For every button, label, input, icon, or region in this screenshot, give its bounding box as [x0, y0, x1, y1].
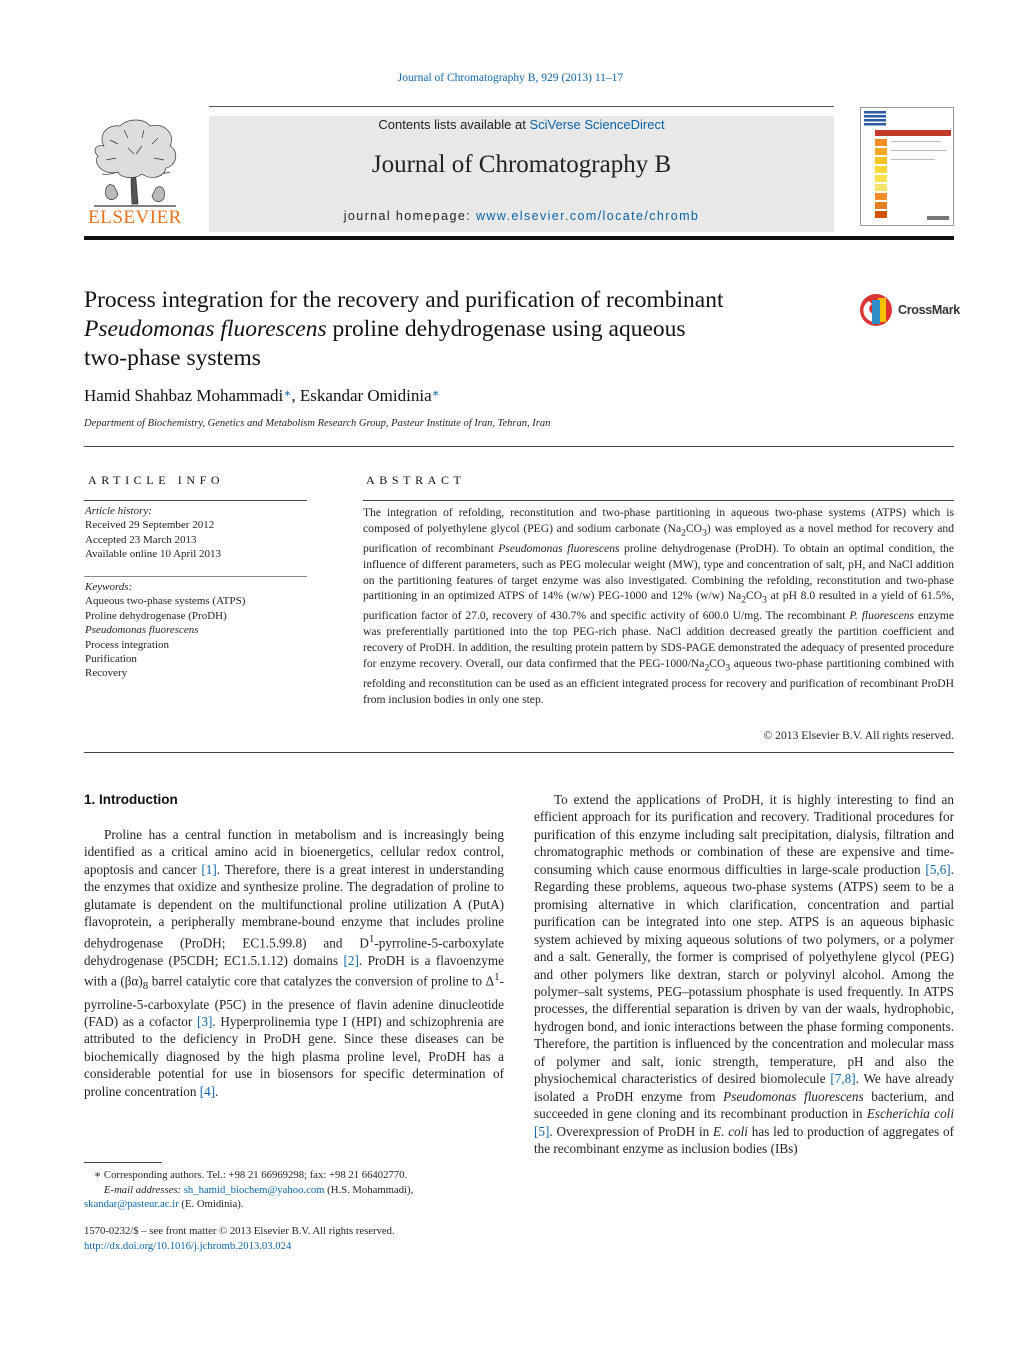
header-thick-rule — [84, 236, 954, 240]
received-date: Received 29 September 2012 — [85, 519, 215, 532]
keywords-label: Keywords: — [85, 581, 133, 593]
section-heading-introduction: 1. Introduction — [84, 792, 178, 807]
journal-citation[interactable]: Journal of Chromatography B, 929 (2013) 11–17 — [397, 72, 624, 84]
citation-link[interactable]: [7,8] — [830, 1071, 856, 1087]
footnote-rule — [84, 1162, 162, 1163]
citation-link[interactable]: [2] — [343, 952, 359, 968]
author-name: Eskandar Omidinia — [299, 386, 432, 405]
header-rule — [209, 106, 834, 107]
doi-link[interactable]: http://dx.doi.org/10.1016/j.jchromb.2013.03.024 — [84, 1239, 292, 1252]
online-date: Available online 10 April 2013 — [85, 548, 222, 561]
email-link[interactable]: skandar@pasteur.ac.ir — [84, 1198, 179, 1210]
author-list: Hamid Shahbaz Mohammadi∗, Eskandar Omidinia∗ — [84, 386, 440, 405]
corresponding-author-mark[interactable]: ∗ — [431, 386, 440, 400]
article-info-rule — [84, 500, 307, 501]
copyright-notice: © 2013 Elsevier B.V. All rights reserved. — [763, 729, 954, 742]
keyword: Pseudomonas fluorescens — [85, 624, 199, 637]
abstract-rule — [363, 500, 954, 501]
intro-paragraph-1: Proline has a central function in metabolism and is increasingly being identified as a critical amino acid in bioenergetics, cellular redox control, apoptosis and cancer [1]. Therefore, there is a great interest in understanding the enzymes that oxidize and synthesize proline. The degradation of proline to glutamate is dependent on the multifunctional proline utilization A (PutA) flavoprotein, a peripherally membrane-bound enzyme that includes proline dehydrogenase (ProDH; EC1.5.99.8) and $D^1-pyrroline-5$-carboxylate dehydrogenase (P5CDH; EC1.5.1.12) domains [2]. ProDH is a flavoenzyme with a $(\beta\alpha)_8$ barrel catalytic core that catalyzes the conversion of proline to $\Delta^1-pyrroline-5$-carboxylate (P5C) in the presence of flavin adenine dinucleotide (FAD) as a cofactor [3]. Hyperprolinemia type I (HPI) and schizophrenia are attributed to the deficiency in ProDH gene. Since these diseases can be biochemically diagnosed by the high plasma proline level, ProDH has a considerable potential for use in biosensors for specific determination of proline concentration [4]. — [84, 827, 505, 1099]
contents-line: Contents lists available at SciVerse ScienceDirect — [378, 117, 665, 132]
keyword: Proline dehydrogenase (ProDH) — [85, 609, 227, 622]
sciencedirect-link[interactable]: SciVerse ScienceDirect — [529, 117, 665, 132]
journal-title: Journal of Chromatography B — [371, 151, 672, 178]
citation-link[interactable]: [1] — [201, 861, 217, 877]
article-history — [85, 504, 221, 562]
keyword: Purification — [85, 653, 137, 666]
article-info-heading: ARTICLE INFO — [88, 473, 225, 487]
journal-homepage: journal homepage: www.elsevier.com/locate/chromb — [343, 209, 700, 223]
email-link[interactable]: sh_hamid_biochem@yahoo.com — [183, 1183, 325, 1196]
abstract-text: The integration of refolding, reconstitution and two-phase partitioning in aqueous two-phase systems (ATPS) which is composed of polyethylene glycol (PEG) and sodium carbonate $(Na_2CO_3)$ was employed as a novel method for recovery and purification of recombinant Pseudomonas fluorescens proline dehydrogenase (ProDH). To obtain an optimal condition, the influence of different parameters, such as PEG molecular weight (MW), type and concentration of salt, pH, and NaCl addition on the partitioning features of target enzyme was also investigated. Combining the refolding, reconstitution and two-phase partitioning in an optimized ATPS of 14% (w/w) PEG-1000 and 12% (w/w) $Na_2CO_3$ at pH 8.0 resulted in a yield of 61.5%, purification factor of 27.0, recovery of 430.7% and specific activity of 600.0 U/mg. The recombinant P. fluorescens enzyme was preferentially partitioned into the top PEG-rich phase. NaCl addition decreased greatly the partition coefficient and recovery of ProDH. In addition, the resulting protein pattern by SDS-PAGE demonstrated the adequacy of presented procedure for enzyme recovery. Overall, our data confirmed that the PEG-$1000/Na_2CO_3$ aqueous two-phase partitioning combined with refolding and reconstitution can be used as an efficient integrated process for recovery and purification of recombinant ProDH from inclusion bodies in only one step. — [363, 506, 955, 706]
issn-doi-block — [84, 1224, 395, 1253]
keywords-rule — [84, 576, 307, 577]
citation-link[interactable]: [4] — [199, 1083, 216, 1099]
abstract-bottom-rule — [84, 752, 954, 753]
corresponding-author-footnote: ∗ Corresponding authors. Tel.: +98 21 66969298; fax: +98 21 66402770. E-mail addresses: sh_hamid_biochem@yahoo.com (H.S. Mohammadi), skandar@pasteur.ac.ir (E. Omidinia). — [84, 1169, 414, 1210]
affiliation: Department of Biochemistry, Genetics and Metabolism Research Group, Pasteur Institute of Iran, Tehran, Iran — [84, 418, 551, 429]
citation-link[interactable]: [3] — [196, 1013, 213, 1029]
history-label: Article history: — [85, 505, 152, 517]
accepted-date: Accepted 23 March 2013 — [85, 533, 197, 546]
keyword: Aqueous two-phase systems (ATPS) — [85, 595, 246, 608]
journal-cover-thumbnail[interactable] — [860, 107, 954, 226]
citation-link[interactable]: [5] — [534, 1123, 550, 1139]
keyword: Recovery — [85, 667, 128, 680]
elsevier-wordmark: ELSEVIER — [88, 207, 182, 228]
keywords-list — [85, 580, 245, 681]
keyword: Process integration — [85, 638, 170, 651]
corresponding-author-mark[interactable]: ∗ — [283, 386, 292, 400]
homepage-link[interactable]: www.elsevier.com/locate/chromb — [475, 209, 700, 223]
intro-paragraph-2: To extend the applications of ProDH, it is highly interesting to find an efficient approach for its purification and recovery. Traditional procedures for purification of this enzyme including salt precipitation, dialysis, filtration and chromatographic methods or combination of these are expensive and time-consuming which cause enormous difficulties in large-scale production [5,6]. Regarding these problems, aqueous two-phase systems (ATPS) seem to be a promising alternative in which clarification, concentration and partial purification can be integrated into one step. ATPS is an aqueous biphasic system achieved by mixing aqueous solutions of two polymers, or a polymer and a salt. Generally, the former is comprised of polyethylene glycol (PEG) and other polymers like dextran, starch or polyvinyl alcohol. Among the polymer–salt systems, PEG–potassium phosphate is used frequently. In ATPS processes, the differential separation is driven by van der waals, hydrophobic, hydrogen bond, and ionic interactions between the phase forming components. Therefore, the partition is influenced by the concentration and molecular mass of polymer and salt, ionic strength, temperature, pH and also the physiochemical characteristics of desired biomolecule [7,8]. We have already isolated a ProDH enzyme from Pseudomonas fluorescens bacterium, and succeeded in gene cloning and its recombinant production in Escherichia coli [5]. Overexpression of ProDH in E. coli has led to production of aggregates of the recombinant enzyme as inclusion bodies (IBs) — [534, 792, 954, 1157]
abstract-heading: ABSTRACT — [366, 473, 466, 487]
affiliation-rule — [84, 446, 954, 447]
crossmark-label[interactable]: CrossMark — [898, 303, 960, 317]
article-title: Process integration for the recovery and purification of recombinant Pseudomonas fluorescens proline dehydrogenase using aqueous two-phase systems — [84, 287, 724, 371]
author-name: Hamid Shahbaz Mohammadi — [84, 386, 284, 405]
citation-link[interactable]: [5,6] — [925, 861, 951, 877]
issn-line: 1570-0232/$ – see front matter © 2013 Elsevier B.V. All rights reserved. — [84, 1225, 395, 1237]
